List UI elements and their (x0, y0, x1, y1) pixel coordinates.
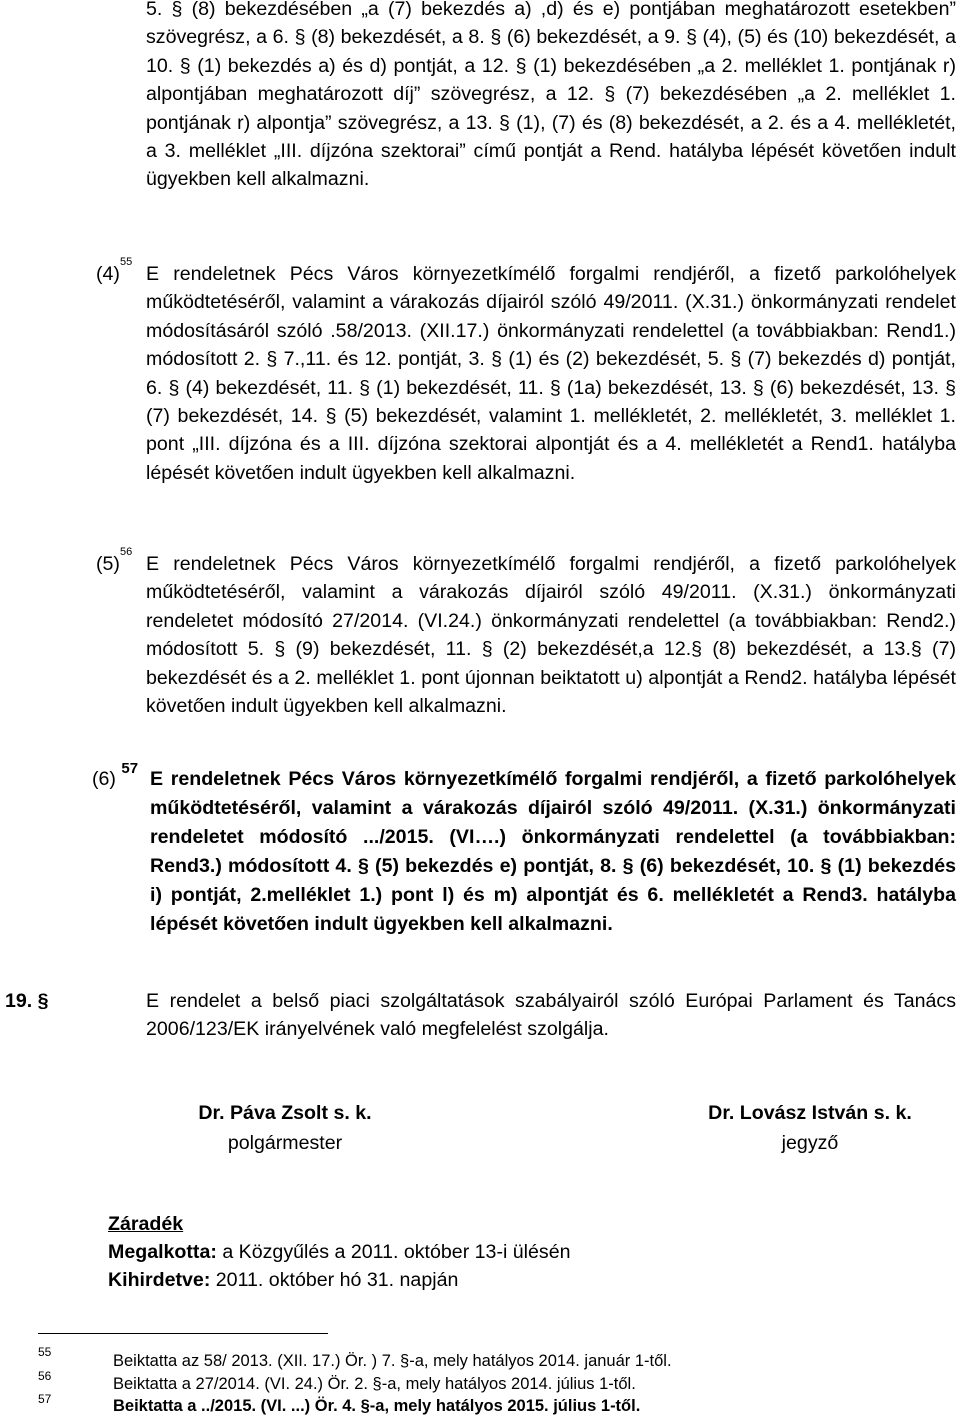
footnote-57-text: Beiktatta a ../2015. (VI. ...) Ör. 4. §-a, mely hatályos 2015. július 1-től. (113, 1397, 641, 1415)
adopted-label: Megalkotta: (108, 1241, 217, 1263)
closing-clause-heading: Záradék (108, 1213, 184, 1235)
subsection-5-text: E rendeletnek Pécs Város környezetkímélő forgalmi rendjéről, a fizető parkolóhelyek működtetéséről, valamint a várakozás díjairól szóló 49/2011. (X.31.) önkormányzati rendeletet módosító 27/2014. (VI.24.) önkormányzati rendelettel (a továbbiakban: Rend2.) módosított 5. § (9) bekezdését, 11. § (2) bekezdését,a 12.§ (8) bekezdését, a 13.§ (7) bekezdését és a 2. melléklet 1. pont újonnan beiktatott u) alpontját a Rend2. hatályba lépését követően indult ügyekben kell alkalmazni. (146, 553, 956, 718)
adopted-text: a Közgyűlés a 2011. október 13-i ülésén (216, 1241, 571, 1263)
section-19-label: 19. § (5, 990, 49, 1012)
footnote-ref-55[interactable]: 55 (119, 256, 133, 268)
paragraph-5: 5. § (8) bekezdésében „a (7) bekezdés a) ,d) és e) pontjában meghatározott esetekben” szövegrész, a 6. § (8) bekezdését, a 8. § (6) bekezdését, a 9. § (4), (5) és (10) bekezdését, a 10. § (1) bekezdés a) és d) pontját, a 12. § (1) bekezdésében „a 2. melléklet 1. pontjának r) alpontjában meghatározott díj” szövegrész, a 12. § (7) bekezdésében „a 2. melléklet 1. pontjának r) alpontja” szövegrész, a 13. § (1), (7) és (8) bekezdését, a 2. és a 4. mellékletét, a 3. melléklet „III. díjzóna szektorai” című pontját a Rend. hatályba lépését követően indult ügyekben kell alkalmazni. (146, 0, 956, 191)
signature-notary (660, 1098, 960, 1158)
subsection-6-text: E rendeletnek Pécs Város környezetkímélő forgalmi rendjéről, a fizető parkolóhelyek működtetéséről, valamint a várakozás díjairól szóló 49/2011. (X.31.) önkormányzati rendeletet módosító .../2015. (VI….) önkormányzati rendelettel (a továbbiakban: Rend3.) módosított 4. § (5) bekezdés e) pontját, 8. § (6) bekezdését, 10. § (1) bekezdés i) pontját, 2.melléklet 1.) pont l) és m) alpontját és 6. mellékletét a Rend3. hatályba lépését követően indult ügyekben kell alkalmazni. (150, 768, 956, 935)
footnote-ref-56[interactable]: 56 (119, 546, 133, 558)
mayor-role: polgármester (227, 1132, 343, 1154)
subsection-4-number: (4) (96, 263, 120, 285)
subsection-4-label (96, 256, 133, 288)
footnote-ref-57[interactable]: 57 (121, 760, 139, 777)
subsection-5-label (96, 546, 133, 578)
footnote-56-text: Beiktatta a 27/2014. (VI. 24.) Ör. 2. §-a, mely hatályos 2014. július 1-től. (113, 1375, 636, 1393)
published-label: Kihirdetve: (108, 1269, 211, 1291)
published-text: 2011. október hó 31. napján (210, 1269, 459, 1291)
published-line (108, 1266, 571, 1294)
notary-role: jegyző (781, 1132, 839, 1154)
adopted-line (108, 1238, 571, 1266)
signature-mayor (140, 1098, 430, 1158)
footnote-57-number: 57 (38, 1392, 52, 1406)
footnote-55-text: Beiktatta az 58/ 2013. (XII. 17.) Ör. ) 7. §-a, mely hatályos 2014. január 1-től. (113, 1352, 672, 1370)
subsection-6-number: (6) (92, 768, 116, 790)
footnote-56-number: 56 (38, 1369, 52, 1383)
section-19-text: E rendelet a belső piaci szolgáltatások szabályairól szóló Európai Parlament és Tanács 2006/123/EK irányelvének való megfelelést szolgálja. (146, 990, 956, 1041)
footnote-55-number: 55 (38, 1345, 52, 1359)
subsection-6-label (92, 760, 139, 793)
subsection-5-number: (5) (96, 553, 120, 575)
footnote-divider (38, 1333, 328, 1334)
closing-clause (108, 1210, 571, 1294)
subsection-4-text: E rendeletnek Pécs Város környezetkímélő forgalmi rendjéről, a fizető parkolóhelyek működtetéséről, valamint a várakozás díjairól szóló 49/2011. (X.31.) önkormányzati rendelet módosításáról szóló .58/2013. (XII.17.) önkormányzati rendelettel (a továbbiakban: Rend1.) módosított 2. § 7.,11. és 12. pontját, 3. § (1) és (2) bekezdését, 5. § (7) bekezdés d) pontját, 6. § (4) bekezdését, 11. § (1) bekezdését, 11. § (1a) bekezdését, 13. § (6) bekezdését, 13. § (7) bekezdését, 14. § (5) bekezdését, valamint 1. mellékletét, 2. mellékletét, 3. melléklet 1. pont „III. díjzóna és a III. díjzóna szektorai alpontját és a 4. mellékletét a Rend1. hatályba lépését követően indult ügyekben kell alkalmazni. (146, 263, 956, 484)
notary-name: Dr. Lovász István s. k. (708, 1102, 912, 1124)
mayor-name: Dr. Páva Zsolt s. k. (198, 1102, 372, 1124)
